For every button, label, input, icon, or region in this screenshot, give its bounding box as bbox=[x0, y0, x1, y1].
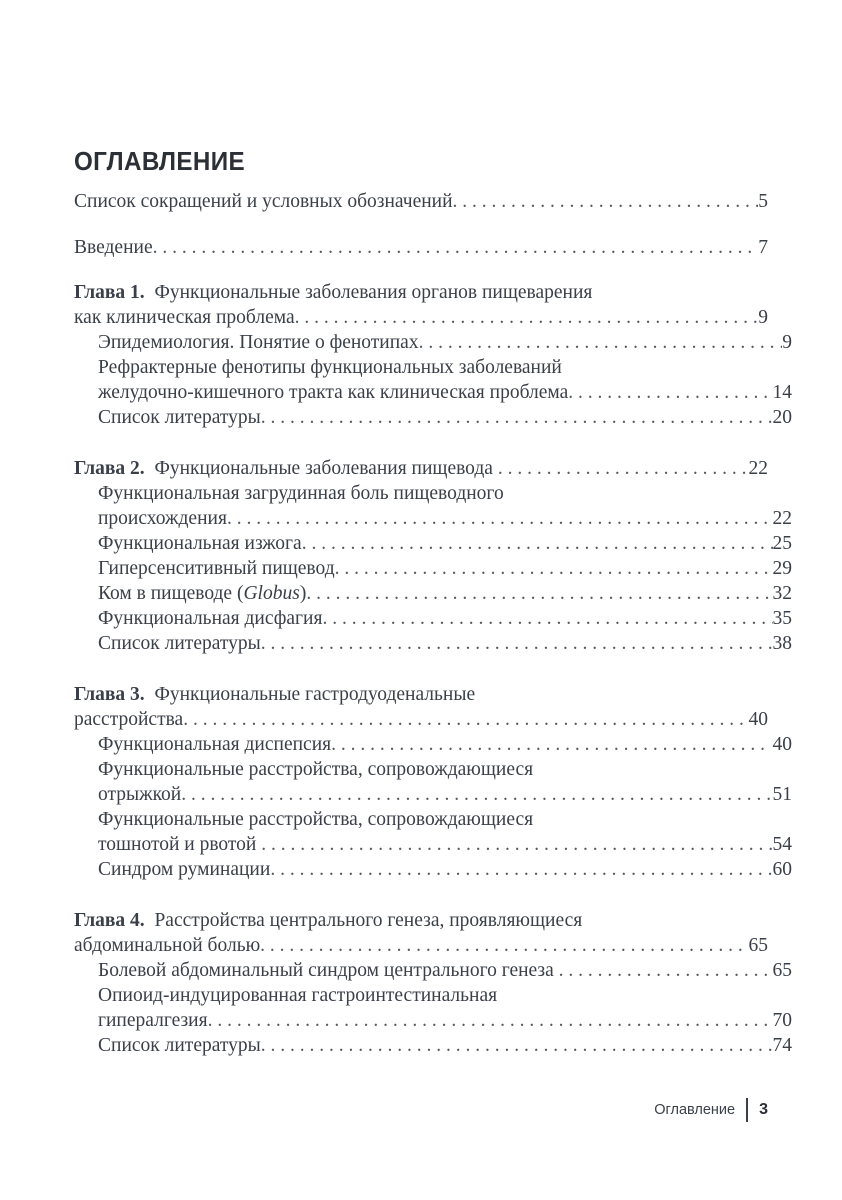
toc-entry-central-abdominal-pain[interactable] bbox=[74, 958, 792, 983]
toc-entry-label-line-2: отрыжкой bbox=[98, 784, 182, 805]
toc-group-front-matter bbox=[74, 189, 768, 260]
toc-entry-label-italic: Globus bbox=[243, 583, 300, 604]
toc-page-number: 74 bbox=[772, 1035, 792, 1056]
chapter-title-text: Функциональные гастродуоденальные bbox=[154, 684, 476, 705]
dot-leader bbox=[559, 958, 773, 983]
toc-entry-introduction[interactable] bbox=[74, 235, 768, 260]
dot-leader bbox=[261, 631, 773, 656]
page-title: ОГЛАВЛЕНИЕ bbox=[74, 146, 245, 177]
dot-leader bbox=[227, 506, 773, 531]
dot-leader bbox=[302, 531, 773, 556]
toc-entry-functional-heartburn[interactable] bbox=[74, 531, 792, 556]
toc-entry-label: Функциональная изжога bbox=[98, 533, 302, 554]
toc-entry-label: Синдром руминации bbox=[98, 859, 271, 880]
chapter-title-text: Расстройства центрального генеза, проявляющиеся bbox=[154, 910, 583, 931]
toc-entry-chapter-2[interactable] bbox=[74, 456, 768, 481]
toc-page-number: 60 bbox=[772, 859, 792, 880]
dot-leader bbox=[295, 305, 759, 330]
dot-leader bbox=[261, 1033, 773, 1058]
dot-leader bbox=[181, 782, 772, 807]
footer-page-number: 3 bbox=[759, 1101, 768, 1118]
chapter-title-text: Функциональные заболевания органов пищеварения bbox=[154, 282, 593, 303]
toc-entry-globus[interactable] bbox=[74, 581, 792, 606]
toc-entry-references-ch4[interactable] bbox=[74, 1033, 792, 1058]
dot-leader bbox=[419, 330, 783, 355]
toc-entry-label-tail: ) bbox=[299, 583, 307, 604]
toc-entry-chapter-4[interactable] bbox=[74, 908, 768, 958]
toc-page-number: 20 bbox=[772, 407, 792, 428]
toc-entry-functional-dysphagia[interactable] bbox=[74, 606, 792, 631]
dot-leader bbox=[498, 456, 749, 481]
toc-entry-chapter-1[interactable] bbox=[74, 280, 768, 330]
toc-entry-label-line-2: происхождения bbox=[98, 508, 227, 529]
toc-entry-label: Введение bbox=[74, 237, 153, 258]
toc-page-number: 65 bbox=[772, 960, 792, 981]
toc-group-chapter-2 bbox=[74, 456, 792, 656]
toc-entry-label-line-1: Опиоид-индуцированная гастроинтестинальная bbox=[98, 985, 498, 1006]
dot-leader bbox=[261, 832, 772, 857]
dot-leader bbox=[306, 581, 772, 606]
dot-leader bbox=[453, 189, 759, 214]
toc-entry-functional-chest-pain[interactable] bbox=[74, 481, 792, 531]
toc-entry-rumination-syndrome[interactable] bbox=[74, 857, 792, 882]
toc-entry-label: Функциональная диспепсия bbox=[98, 734, 332, 755]
chapter-title-text: Функциональные заболевания пищевода bbox=[154, 458, 493, 479]
toc-page-number: 51 bbox=[772, 784, 792, 805]
toc-page-number: 29 bbox=[772, 558, 792, 579]
chapter-title-line-2: расстройства bbox=[74, 709, 184, 730]
toc-entry-label-line-2: гипералгезия bbox=[98, 1010, 208, 1031]
toc-entry-label-line-2: желудочно-кишечного тракта как клиническая проблема bbox=[98, 382, 569, 403]
toc-entry-epidemiology[interactable] bbox=[74, 330, 792, 355]
toc-entry-label: Эпидемиология. Понятие о фенотипах bbox=[98, 332, 419, 353]
toc-entry-refractory-phenotypes[interactable] bbox=[74, 355, 792, 405]
chapter-title-line-1 bbox=[74, 908, 768, 933]
toc-entry-opioid-hyperalgesia[interactable] bbox=[74, 983, 792, 1033]
toc-entry-functional-dyspepsia[interactable] bbox=[74, 732, 792, 757]
toc-page-number: 25 bbox=[772, 533, 792, 554]
chapter-title-line-1 bbox=[74, 682, 768, 707]
toc-entry-belching-disorders[interactable] bbox=[74, 757, 792, 807]
toc-entry-label: Функциональная дисфагия bbox=[98, 608, 323, 629]
toc-page-number: 5 bbox=[758, 191, 768, 212]
toc-entry-nausea-vomiting-disorders[interactable] bbox=[74, 807, 792, 857]
toc-entry-label: Список сокращений и условных обозначений bbox=[74, 191, 453, 212]
toc-page-number: 40 bbox=[743, 709, 768, 730]
chapter-number-label: Глава 3. bbox=[74, 684, 145, 705]
dot-leader bbox=[153, 235, 759, 260]
toc-entry-label: Список литературы bbox=[98, 407, 261, 428]
dot-leader bbox=[322, 606, 772, 631]
chapter-number-label: Глава 4. bbox=[74, 910, 145, 931]
toc-page-number: 32 bbox=[772, 583, 792, 604]
toc-page-number: 40 bbox=[767, 734, 792, 755]
toc-entry-label-line-1: Рефрактерные фенотипы функциональных заболеваний bbox=[98, 357, 562, 378]
table-of-contents bbox=[74, 189, 792, 1058]
dot-leader bbox=[270, 857, 772, 882]
toc-entry-hypersensitive-esophagus[interactable] bbox=[74, 556, 792, 581]
toc-group-chapter-4 bbox=[74, 908, 792, 1058]
page-footer bbox=[654, 1097, 768, 1123]
dot-leader bbox=[568, 380, 772, 405]
toc-entry-label-line-1: Функциональные расстройства, сопровождающиеся bbox=[98, 759, 534, 780]
toc-entry-label-line-1: Функциональная загрудинная боль пищеводного bbox=[98, 483, 504, 504]
dot-leader bbox=[260, 933, 748, 958]
dot-leader bbox=[331, 732, 768, 757]
chapter-title-line-1 bbox=[74, 280, 768, 305]
toc-page-number: 9 bbox=[782, 332, 792, 353]
toc-page-number: 22 bbox=[748, 458, 768, 479]
footer-section-label: Оглавление bbox=[654, 1102, 736, 1118]
toc-page-number: 22 bbox=[772, 508, 792, 529]
toc-entry-label: Список литературы bbox=[98, 633, 261, 654]
toc-entry-label: Болевой абдоминальный синдром центрального генеза bbox=[98, 960, 554, 981]
toc-entry-label: Список литературы bbox=[98, 1035, 261, 1056]
toc-entry-abbreviations[interactable] bbox=[74, 189, 768, 214]
toc-entry-label: Гиперсенситивный пищевод bbox=[98, 558, 335, 579]
footer-divider bbox=[746, 1098, 748, 1122]
toc-group-chapter-3 bbox=[74, 682, 792, 882]
dot-leader bbox=[261, 405, 773, 430]
toc-page-number: 54 bbox=[772, 834, 792, 855]
chapter-number-label: Глава 1. bbox=[74, 282, 145, 303]
toc-page-number: 7 bbox=[758, 237, 768, 258]
dot-leader bbox=[208, 1008, 773, 1033]
toc-page-number: 9 bbox=[758, 307, 768, 328]
toc-entry-chapter-3[interactable] bbox=[74, 682, 768, 732]
toc-entry-label-line-2: тошнотой и рвотой bbox=[98, 834, 257, 855]
chapter-title-line-2: абдоминальной болью bbox=[74, 935, 261, 956]
dot-leader bbox=[183, 707, 743, 732]
toc-entry-references-ch2[interactable] bbox=[74, 631, 792, 656]
toc-page-number: 70 bbox=[772, 1010, 792, 1031]
toc-page-number: 38 bbox=[772, 633, 792, 654]
dot-leader bbox=[335, 556, 773, 581]
toc-entry-references-ch1[interactable] bbox=[74, 405, 792, 430]
toc-page-number: 65 bbox=[748, 935, 768, 956]
toc-page-number: 14 bbox=[772, 382, 792, 403]
toc-entry-label: Ком в пищеводе ( bbox=[98, 583, 244, 604]
toc-page-number: 35 bbox=[772, 608, 792, 629]
chapter-number-label: Глава 2. bbox=[74, 458, 145, 479]
toc-entry-label-line-1: Функциональные расстройства, сопровождающиеся bbox=[98, 809, 534, 830]
toc-group-chapter-1 bbox=[74, 280, 792, 430]
chapter-title-line-2: как клиническая проблема bbox=[74, 307, 295, 328]
